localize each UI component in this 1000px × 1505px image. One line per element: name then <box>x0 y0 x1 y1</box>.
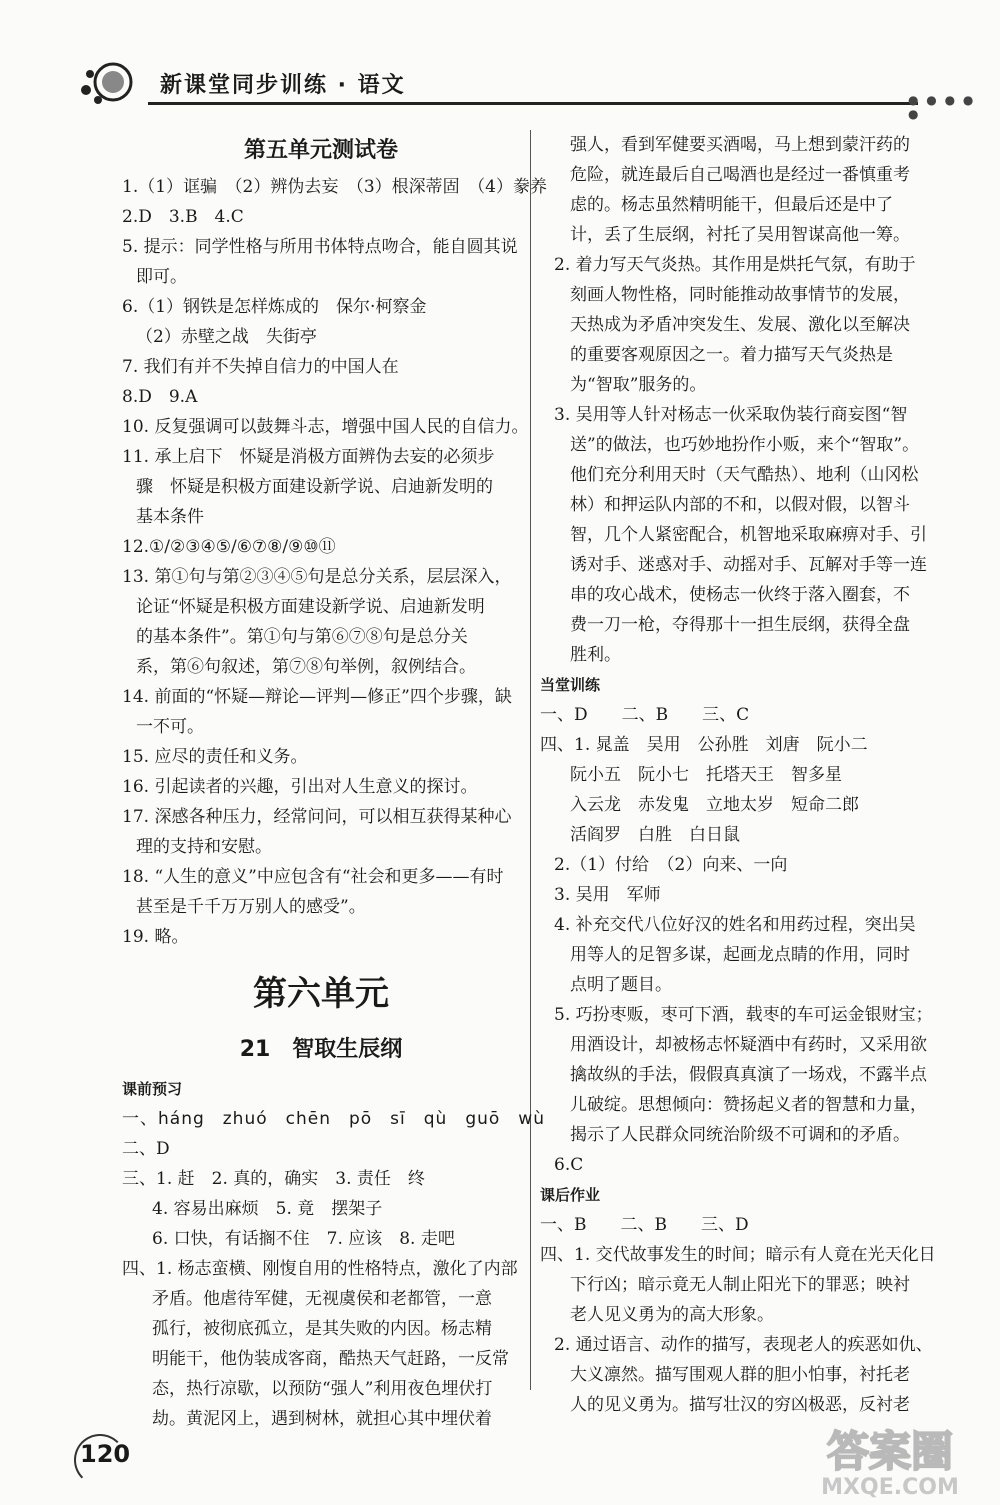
answer-line: 2. 通过语言、动作的描写，表现老人的疾恶如仇、 <box>554 1335 933 1355</box>
answer-line: 2. 着力写天气炎热。其作用是烘托气氛，有助于 <box>554 255 916 275</box>
answer-line: 二、D <box>122 1139 170 1159</box>
lesson-title: 21 智取生辰纲 <box>239 1037 403 1062</box>
answer-line: 10. 反复强调可以鼓舞斗志，增强中国人民的自信力。 <box>122 417 529 437</box>
page-header <box>78 60 978 121</box>
answer-line: 18. “人生的意义”中应包含有“社会和更多——有时 <box>122 867 504 887</box>
answer-line: 论证“怀疑是积极方面建设新学说、启迪新发明 <box>136 597 485 617</box>
answer-line: 活阎罗 白胜 白日鼠 <box>570 825 740 845</box>
answer-line: 13. 第①句与第②③④⑤句是总分关系，层层深入， <box>122 567 512 587</box>
page-number-text: 120 <box>80 1440 131 1468</box>
answer-line: 理的支持和安慰。 <box>136 837 272 857</box>
answer-line: 一不可。 <box>136 717 204 737</box>
answer-line: 即可。 <box>136 267 187 287</box>
answer-line: 明能干，他伪装成客商，酷热天气赶路，一反常 <box>152 1349 509 1369</box>
answer-line: 一、D 二、B 三、C <box>540 705 750 725</box>
answer-line: 2.（1）付给 （2）向来、一向 <box>554 855 788 875</box>
answer-line: 危险，就连最后自己喝酒也是经过一番慎重考 <box>570 165 910 185</box>
answer-line: 一、B 二、B 三、D <box>540 1215 749 1235</box>
answer-line: 林）和押运队内部的不和，以假对假，以智斗 <box>570 495 910 515</box>
answer-line: 基本条件 <box>136 507 204 527</box>
answer-line: 7. 我们有并不失掉自信力的中国人在 <box>122 357 399 377</box>
answer-line: 点明了题目。 <box>570 975 672 995</box>
answer-line: 8.D 9.A <box>122 387 198 407</box>
unit6-title: 第六单元 <box>253 974 389 1014</box>
section-homework-label: 课后作业 <box>540 1186 601 1204</box>
class-answers <box>540 700 965 1180</box>
answer-line: 14. 前面的“怀疑—辩论—评判—修正”四个步骤，缺 <box>122 687 512 707</box>
answer-line: 老人见义勇为的高大形象。 <box>570 1305 774 1325</box>
answer-line: 刻画人物性格，同时能推动故事情节的发展， <box>570 285 910 305</box>
answer-line: 19. 略。 <box>122 927 189 947</box>
answer-line: 计，丢了生辰纲，衬托了吴用智谋高他一筹。 <box>570 225 910 245</box>
answer-line: 人的见义勇为。描写壮汉的穷凶极恶，反衬老 <box>570 1395 910 1415</box>
answer-line: 6.C <box>554 1155 584 1175</box>
answer-line: 6.（1）钢铁是怎样炼成的 保尔·柯察金 <box>122 297 427 317</box>
answer-line: 强人，看到军健要买酒喝，马上想到蒙汗药的 <box>570 135 910 155</box>
unit5-test-title: 第五单元测试卷 <box>243 138 398 163</box>
answer-line: 系，第⑥句叙述，第⑦⑧句举例，叙例结合。 <box>136 657 476 677</box>
answer-line: 大义凛然。描写围观人群的胆小怕事，衬托老 <box>570 1365 910 1385</box>
answer-line: 胜利。 <box>570 645 621 665</box>
answer-line: 虑的。杨志虽然精明能干，但最后还是中了 <box>570 195 893 215</box>
answer-line: 12.①/②③④⑤/⑥⑦⑧/⑨⑩⑪ <box>122 537 336 557</box>
answer-line: 智，几个人紧密配合，机智地采取麻痹对手、引 <box>570 525 927 545</box>
homework-answers <box>540 1210 965 1420</box>
answer-line: 天热成为矛盾冲突发生、发展、激化以至解决 <box>570 315 910 335</box>
column-divider <box>530 130 531 1390</box>
watermark-text: 答案圈 <box>826 1427 954 1476</box>
continued-answers <box>540 130 965 670</box>
answer-line: 6. 口快，有话搁不住 7. 应该 8. 走吧 <box>152 1229 455 1249</box>
answer-line: 费一刀一枪，夺得那十一担生辰纲，获得全盘 <box>570 615 910 635</box>
header-rule <box>148 102 918 105</box>
answer-line: 四、1. 晁盖 吴用 公孙胜 刘唐 阮小二 <box>540 735 868 755</box>
answer-line: 的基本条件”。第①句与第⑥⑦⑧句是总分关 <box>136 627 468 647</box>
answer-line: 的重要客观原因之一。着力描写天气炎热是 <box>570 345 893 365</box>
watermark-url: MXQE.COM <box>821 1475 959 1500</box>
answer-line: 骤 怀疑是积极方面建设新学说、启迪新发明的 <box>136 477 493 497</box>
answer-line: 15. 应尽的责任和义务。 <box>122 747 308 767</box>
answer-line: 态，热行凉歇，以预防“强人”利用夜色埋伏打 <box>152 1379 493 1399</box>
answer-line: 3. 吴用等人针对杨志一伙采取伪装行商妄图“智 <box>554 405 908 425</box>
answer-line: 送”的做法，也巧妙地扮作小贩，来个“智取”。 <box>570 435 920 455</box>
answer-line: 入云龙 赤发鬼 立地太岁 短命二郎 <box>570 795 859 815</box>
book-logo-icon <box>78 60 158 108</box>
answer-line: 矛盾。他虐待军健，无视虞侯和老都管，一意 <box>152 1289 492 1309</box>
answer-line: 17. 深感各种压力，经常问问，可以相互获得某种心 <box>122 807 512 827</box>
answer-line: 诱对手、迷惑对手、动摇对手、瓦解对手等一连 <box>570 555 927 575</box>
answer-line: 他们充分利用天时（天气酷热）、地利（山冈松 <box>570 465 919 485</box>
answer-line: 四、1. 杨志蛮横、刚愎自用的性格特点，激化了内部 <box>122 1259 518 1279</box>
answer-line: 四、1. 交代故事发生的时间；暗示有人竟在光天化日 <box>540 1245 936 1265</box>
answer-line: 甚至是千千万万别人的感受”。 <box>136 897 366 917</box>
answer-line: 一、háng zhuó chēn pō sī qù guō wù <box>122 1109 545 1129</box>
header-dots: ● ● ● ● ● <box>908 93 976 121</box>
answer-line: 为“智取”服务的。 <box>570 375 707 395</box>
answer-line: 4. 容易出麻烦 5. 竟 摆架子 <box>152 1199 383 1219</box>
answer-line: 3. 吴用 军师 <box>554 885 661 905</box>
book-title: 新课堂同步训练 · 语文 <box>160 73 406 98</box>
page-number <box>80 1440 140 1480</box>
right-column <box>540 130 965 1420</box>
unit5-answers <box>122 172 547 952</box>
answer-line: 1.（1）诓骗 （2）辨伪去妄 （3）根深蒂固 （4）豢养 <box>122 177 547 197</box>
answer-line: 2.D 3.B 4.C <box>122 207 244 227</box>
answer-line: 擒故纵的手法，假假真真演了一场戏，不露半点 <box>570 1065 927 1085</box>
answer-line: 下行凶；暗示竟无人制止阳光下的罪恶；映衬 <box>570 1275 910 1295</box>
preview-answers <box>122 1104 545 1434</box>
answer-line: 5. 巧扮枣贩，枣可下酒，载枣的车可运金银财宝； <box>554 1005 933 1025</box>
answer-line: 用酒设计，却被杨志怀疑酒中有药时，又采用欲 <box>570 1035 927 1055</box>
answer-line: 儿破绽。思想倾向：赞扬起义者的智慧和力量， <box>570 1095 927 1115</box>
answer-line: 5. 提示：同学性格与所用书体特点吻合，能自圆其说 <box>122 237 518 257</box>
section-preview-label: 课前预习 <box>122 1080 183 1098</box>
answer-line: （2）赤壁之战 失街亭 <box>136 327 317 347</box>
answer-line: 三、1. 赶 2. 真的，确实 3. 责任 终 <box>122 1169 425 1189</box>
answer-line: 11. 承上启下 怀疑是消极方面辨伪去妄的必须步 <box>122 447 495 467</box>
left-column <box>122 130 547 1434</box>
answer-line: 用等人的足智多谋，起画龙点睛的作用，同时 <box>570 945 910 965</box>
watermark-logo <box>790 1420 990 1500</box>
answer-line: 揭示了人民群众同统治阶级不可调和的矛盾。 <box>570 1125 910 1145</box>
answer-line: 阮小五 阮小七 托塔天王 智多星 <box>570 765 842 785</box>
answer-line: 4. 补充交代八位好汉的姓名和用药过程，突出吴 <box>554 915 916 935</box>
answer-line: 劫。黄泥冈上，遇到树林，就担心其中埋伏着 <box>152 1409 492 1429</box>
answer-line: 16. 引起读者的兴趣，引出对人生意义的探讨。 <box>122 777 478 797</box>
page-number-ring <box>74 1434 126 1486</box>
answer-line: 串的攻心战术，使杨志一伙终于落入圈套，不 <box>570 585 910 605</box>
section-class-label: 当堂训练 <box>540 676 601 694</box>
answer-line: 孤行，被彻底孤立，是其失败的内因。杨志精 <box>152 1319 492 1339</box>
